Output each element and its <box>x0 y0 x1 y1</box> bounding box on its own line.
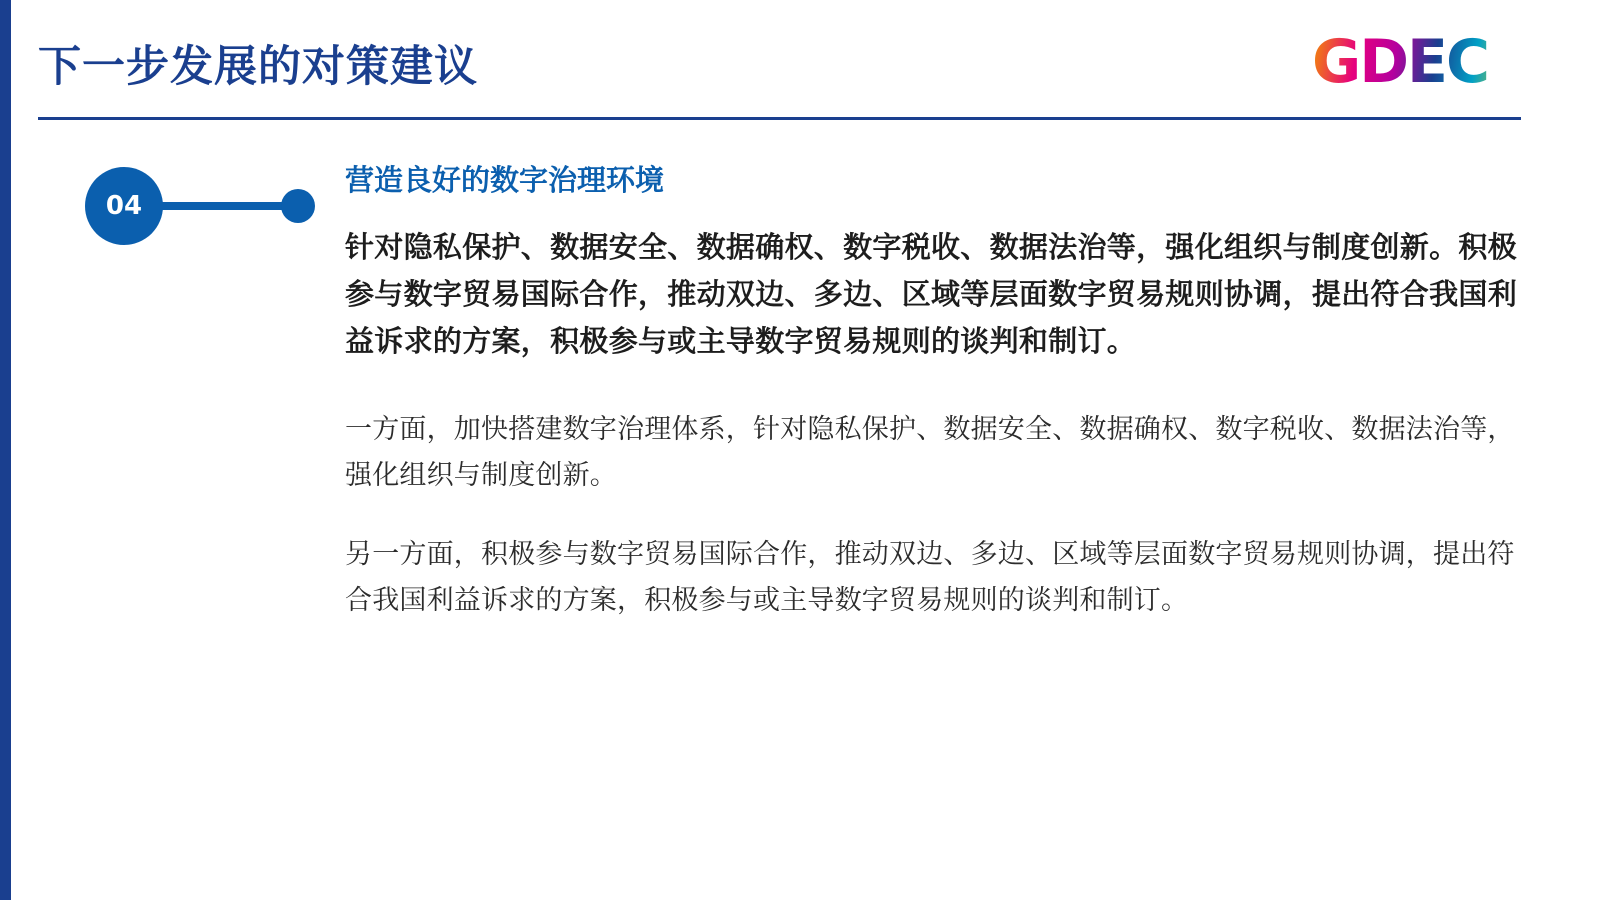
body-paragraph-1: 一方面，加快搭建数字治理体系，针对隐私保护、数据安全、数据确权、数字税收、数据法治等，强化组织与制度创新。 <box>345 413 1515 491</box>
section-marker <box>85 167 315 247</box>
section-number-badge: 04 <box>85 167 163 245</box>
marker-connector-line <box>161 202 301 210</box>
lead-paragraph: 针对隐私保护、数据安全、数据确权、数字税收、数据法治等，强化组织与制度创新。积极参与数字贸易国际合作，推动双边、多边、区域等层面数字贸易规则协调，提出符合我国利益诉求的方案，积极参与或主导数字贸易规则的谈判和制订。 <box>345 231 1518 358</box>
slide-header <box>0 0 1600 124</box>
slide-content <box>0 124 1600 900</box>
header-divider <box>38 117 1521 120</box>
page-title: 下一步发展的对策建议 <box>38 43 478 91</box>
text-column <box>345 164 1535 655</box>
marker-end-dot <box>281 189 315 223</box>
section-subheading: 营造良好的数字治理环境 <box>345 165 665 197</box>
gdec-logo <box>1312 26 1522 98</box>
gdec-logo-text: GDEC <box>1312 26 1522 98</box>
body-paragraph-2: 另一方面，积极参与数字贸易国际合作，推动双边、多边、区域等层面数字贸易规则协调，提出符合我国利益诉求的方案，积极参与或主导数字贸易规则的谈判和制订。 <box>345 538 1515 616</box>
